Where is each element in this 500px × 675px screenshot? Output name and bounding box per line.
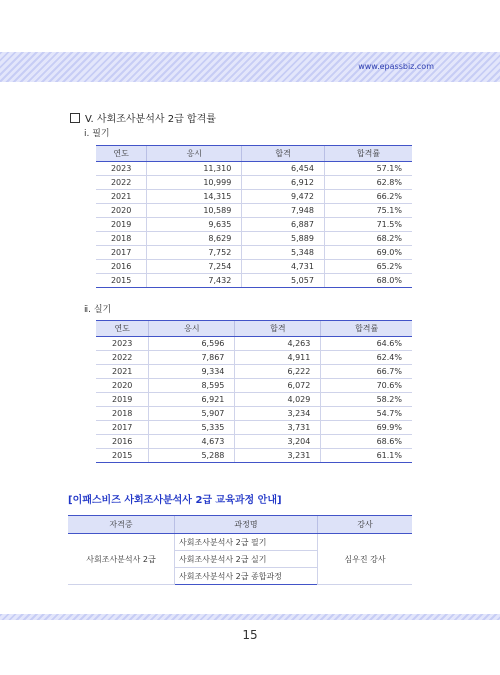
table-row	[96, 162, 412, 176]
year-cell: 2023	[96, 337, 149, 351]
course-name-cell[interactable]: 사회조사분석사 2급 종합과정	[175, 568, 318, 585]
pass-rate-cell: 68.6%	[321, 435, 412, 449]
applicants-cell: 7,752	[147, 246, 242, 260]
table-row	[96, 435, 412, 449]
column-header: 응시	[147, 146, 242, 162]
pass-rate-cell: 62.8%	[324, 176, 412, 190]
applicants-cell: 8,595	[149, 379, 235, 393]
year-cell: 2021	[96, 190, 147, 204]
course-name-cell[interactable]: 사회조사분석사 2급 필기	[175, 534, 318, 551]
pass-rate-cell: 62.4%	[321, 351, 412, 365]
year-cell: 2016	[96, 260, 147, 274]
course-guide-title: [이패스비즈 사회조사분석사 2급 교육과정 안내]	[68, 495, 282, 506]
passed-cell: 4,911	[235, 351, 321, 365]
passed-cell: 6,887	[242, 218, 325, 232]
table-row	[96, 393, 412, 407]
year-cell: 2020	[96, 204, 147, 218]
written-table-body	[96, 162, 412, 288]
pass-rate-cell: 68.0%	[324, 274, 412, 288]
column-header: 합격	[242, 146, 325, 162]
applicants-cell: 8,629	[147, 232, 242, 246]
applicants-cell: 10,589	[147, 204, 242, 218]
checkbox-icon	[70, 113, 80, 123]
passed-cell: 3,234	[235, 407, 321, 421]
applicants-cell: 9,635	[147, 218, 242, 232]
pass-rate-cell: 69.9%	[321, 421, 412, 435]
certificate-cell: 사회조사분석사 2급	[68, 534, 175, 585]
section-heading	[70, 110, 216, 125]
table-header-row	[68, 516, 412, 534]
applicants-cell: 4,673	[149, 435, 235, 449]
written-label: ⅰ. 필기	[84, 129, 110, 139]
column-header: 응시	[149, 321, 235, 337]
table-row	[68, 534, 412, 551]
pass-rate-cell: 58.2%	[321, 393, 412, 407]
year-cell: 2017	[96, 246, 147, 260]
column-header: 강사	[318, 516, 413, 534]
pass-rate-cell: 61.1%	[321, 449, 412, 463]
year-cell: 2018	[96, 407, 149, 421]
passed-cell: 6,222	[235, 365, 321, 379]
table-row	[96, 204, 412, 218]
applicants-cell: 5,335	[149, 421, 235, 435]
applicants-cell: 7,432	[147, 274, 242, 288]
page-number: 15	[242, 628, 258, 642]
passed-cell: 4,029	[235, 393, 321, 407]
applicants-cell: 7,867	[149, 351, 235, 365]
year-cell: 2015	[96, 449, 149, 463]
passed-cell: 3,231	[235, 449, 321, 463]
column-header: 합격	[235, 321, 321, 337]
passed-cell: 4,731	[242, 260, 325, 274]
column-header: 합격률	[321, 321, 412, 337]
applicants-cell: 9,334	[149, 365, 235, 379]
table-row	[96, 274, 412, 288]
practical-label: ⅱ. 실기	[84, 305, 112, 315]
column-header: 합격률	[324, 146, 412, 162]
passed-cell: 4,263	[235, 337, 321, 351]
table-row	[96, 365, 412, 379]
pass-rate-cell: 71.5%	[324, 218, 412, 232]
table-header-row	[96, 321, 412, 337]
passed-cell: 5,057	[242, 274, 325, 288]
website-url[interactable]: www.epassbiz.com	[358, 62, 434, 71]
passed-cell: 3,204	[235, 435, 321, 449]
passed-cell: 6,072	[235, 379, 321, 393]
passed-cell: 6,454	[242, 162, 325, 176]
table-row	[96, 176, 412, 190]
column-header: 자격증	[68, 516, 175, 534]
year-cell: 2023	[96, 162, 147, 176]
applicants-cell: 5,907	[149, 407, 235, 421]
table-row	[96, 260, 412, 274]
footer-band	[0, 614, 500, 620]
pass-rate-cell: 75.1%	[324, 204, 412, 218]
year-cell: 2016	[96, 435, 149, 449]
applicants-cell: 10,999	[147, 176, 242, 190]
applicants-cell: 6,921	[149, 393, 235, 407]
table-row	[96, 407, 412, 421]
table-row	[96, 351, 412, 365]
year-cell: 2019	[96, 393, 149, 407]
applicants-cell: 5,288	[149, 449, 235, 463]
applicants-cell: 11,310	[147, 162, 242, 176]
table-row	[96, 337, 412, 351]
year-cell: 2022	[96, 351, 149, 365]
passed-cell: 6,912	[242, 176, 325, 190]
passed-cell: 7,948	[242, 204, 325, 218]
course-name-cell[interactable]: 사회조사분석사 2급 실기	[175, 551, 318, 568]
written-pass-rate-table	[96, 145, 412, 288]
table-row	[96, 232, 412, 246]
pass-rate-cell: 68.2%	[324, 232, 412, 246]
course-guide-table	[68, 515, 412, 585]
passed-cell: 5,348	[242, 246, 325, 260]
applicants-cell: 14,315	[147, 190, 242, 204]
column-header: 연도	[96, 146, 147, 162]
passed-cell: 3,731	[235, 421, 321, 435]
practical-pass-rate-table	[96, 320, 412, 463]
passed-cell: 5,889	[242, 232, 325, 246]
table-header-row	[96, 146, 412, 162]
pass-rate-cell: 54.7%	[321, 407, 412, 421]
year-cell: 2015	[96, 274, 147, 288]
year-cell: 2021	[96, 365, 149, 379]
year-cell: 2018	[96, 232, 147, 246]
column-header: 과정명	[175, 516, 318, 534]
instructor-cell: 심우진 강사	[318, 534, 413, 585]
section-title-text: V. 사회조사분석사 2급 합격률	[85, 114, 216, 125]
year-cell: 2019	[96, 218, 147, 232]
pass-rate-cell: 65.2%	[324, 260, 412, 274]
applicants-cell: 7,254	[147, 260, 242, 274]
table-row	[96, 379, 412, 393]
table-row	[96, 421, 412, 435]
table-row	[96, 190, 412, 204]
column-header: 연도	[96, 321, 149, 337]
pass-rate-cell: 69.0%	[324, 246, 412, 260]
table-row	[96, 218, 412, 232]
pass-rate-cell: 70.6%	[321, 379, 412, 393]
year-cell: 2022	[96, 176, 147, 190]
passed-cell: 9,472	[242, 190, 325, 204]
pass-rate-cell: 66.2%	[324, 190, 412, 204]
pass-rate-cell: 66.7%	[321, 365, 412, 379]
year-cell: 2020	[96, 379, 149, 393]
pass-rate-cell: 57.1%	[324, 162, 412, 176]
practical-table-body	[96, 337, 412, 463]
table-row	[96, 246, 412, 260]
pass-rate-cell: 64.6%	[321, 337, 412, 351]
table-row	[96, 449, 412, 463]
year-cell: 2017	[96, 421, 149, 435]
applicants-cell: 6,596	[149, 337, 235, 351]
